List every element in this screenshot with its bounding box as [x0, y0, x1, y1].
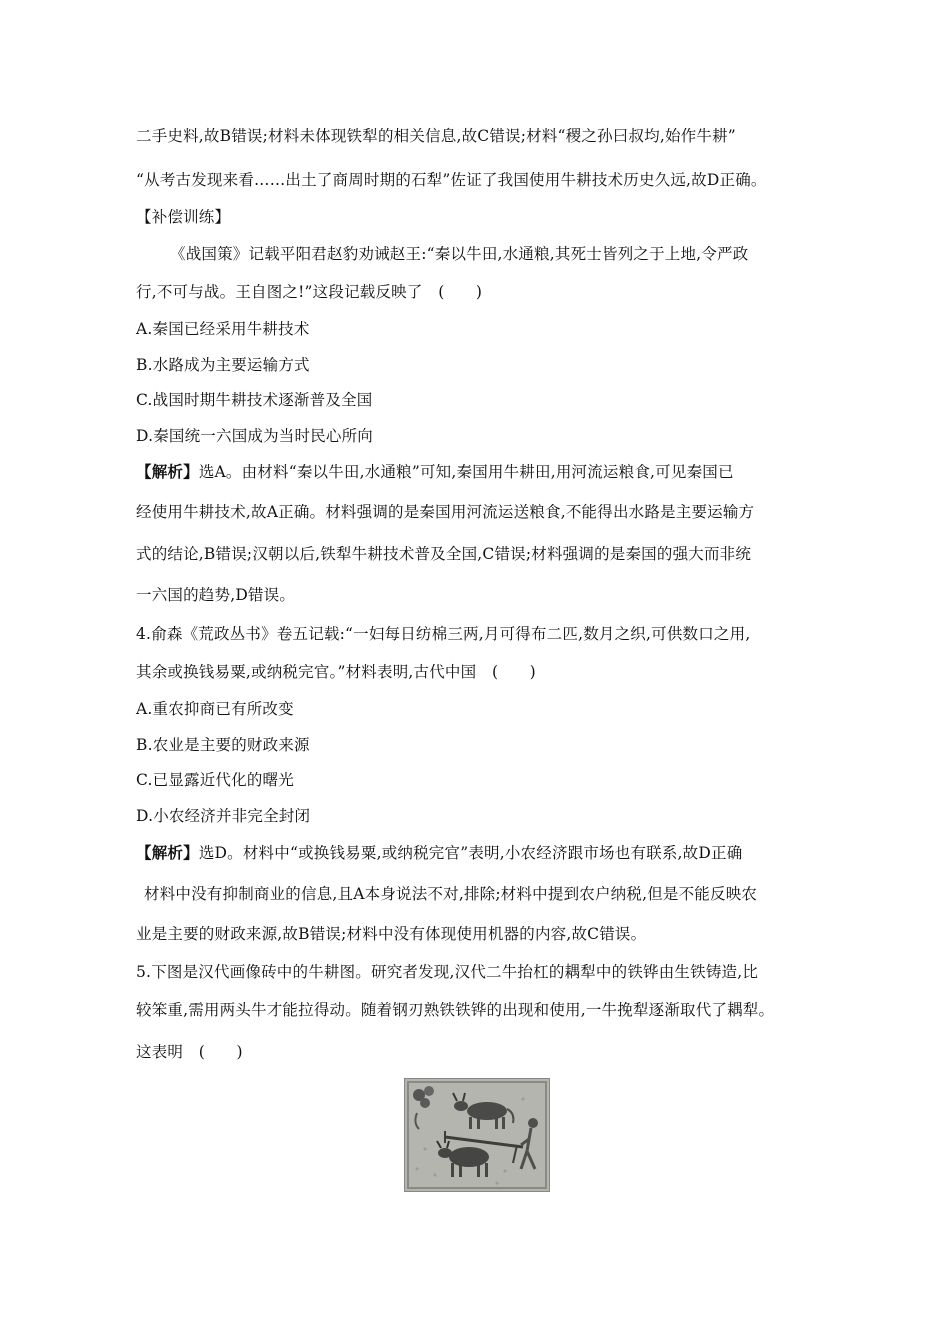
supp-analysis-line-1 — [136, 462, 836, 482]
prev-answer-line-1: 二手史料,故B错误;材料未体现铁犁的相关信息,故C错误;材料“稷之孙曰叔均,始作牛耕” — [136, 127, 736, 145]
q4-stem-1: 4.俞森《荒政丛书》卷五记载:“一妇每日纺棉三两,月可得布二匹,数月之织,可供数口之用, — [136, 625, 751, 643]
analysis-label: 【解析】 — [136, 843, 199, 862]
supp-question-stem-1: 《战国策》记载平阳君赵豹劝诫赵王:“秦以牛田,水通粮,其死士皆列之于上地,令严政 — [170, 245, 749, 263]
q5-stem-1: 5.下图是汉代画像砖中的牛耕图。研究者发现,汉代二牛抬杠的耦犁中的铁铧由生铁铸造,比 — [136, 963, 759, 981]
supp-question-stem-2: 行,不可与战。王自图之!”这段记载反映了 ( ) — [136, 283, 483, 301]
supp-option-d: D.秦国统一六国成为当时民心所向 — [136, 427, 374, 445]
analysis-text: 选A。由材料“秦以牛田,水通粮”可知,秦国用牛耕田,用河流运粮食,可见秦国已 — [198, 463, 734, 481]
analysis-label: 【解析】 — [136, 462, 199, 481]
prev-answer-line-2: “从考古发现来看……出土了商周时期的石犁”佐证了我国使用牛耕技术历史久远,故D正确。 — [136, 171, 767, 189]
q4-option-b: B.农业是主要的财政来源 — [136, 736, 310, 754]
supp-option-a: A.秦国已经采用牛耕技术 — [136, 320, 310, 338]
q5-stem-2: 较笨重,需用两头牛才能拉得动。随着钢刃熟铁铁铧的出现和使用,一牛挽犁逐渐取代了耦犁。 — [136, 1001, 775, 1019]
han-ox-plowing-relief-image — [404, 1078, 550, 1192]
q4-stem-2: 其余或换钱易粟,或纳税完官。”材料表明,古代中国 ( ) — [136, 663, 536, 681]
q5-stem-3: 这表明 ( ) — [136, 1043, 243, 1061]
q4-analysis-line-2: 材料中没有抑制商业的信息,且A本身说法不对,排除;材料中提到农户纳税,但是不能反映农 — [144, 885, 758, 903]
analysis-text: 选D。材料中“或换钱易粟,或纳税完官”表明,小农经济跟市场也有联系,故D正确 — [198, 844, 743, 862]
q4-option-d: D.小农经济并非完全封闭 — [136, 807, 311, 825]
supp-analysis-line-4: 一六国的趋势,D错误。 — [136, 586, 296, 604]
supp-option-c: C.战国时期牛耕技术逐渐普及全国 — [136, 391, 373, 409]
q4-option-a: A.重农抑商已有所改变 — [136, 700, 294, 718]
supp-analysis-line-2: 经使用牛耕技术,故A正确。材料强调的是秦国用河流运送粮食,不能得出水路是主要运输方 — [136, 503, 755, 521]
supp-option-b: B.水路成为主要运输方式 — [136, 356, 310, 374]
supplement-header: 【补偿训练】 — [136, 208, 231, 226]
q4-analysis-line-3: 业是主要的财政来源,故B错误;材料中没有体现使用机器的内容,故C错误。 — [136, 925, 647, 943]
q4-analysis-line-1 — [136, 843, 836, 863]
supp-analysis-line-3: 式的结论,B错误;汉朝以后,铁犁牛耕技术普及全国,C错误;材料强调的是秦国的强大而非统 — [136, 545, 752, 563]
q4-option-c: C.已显露近代化的曙光 — [136, 771, 294, 789]
